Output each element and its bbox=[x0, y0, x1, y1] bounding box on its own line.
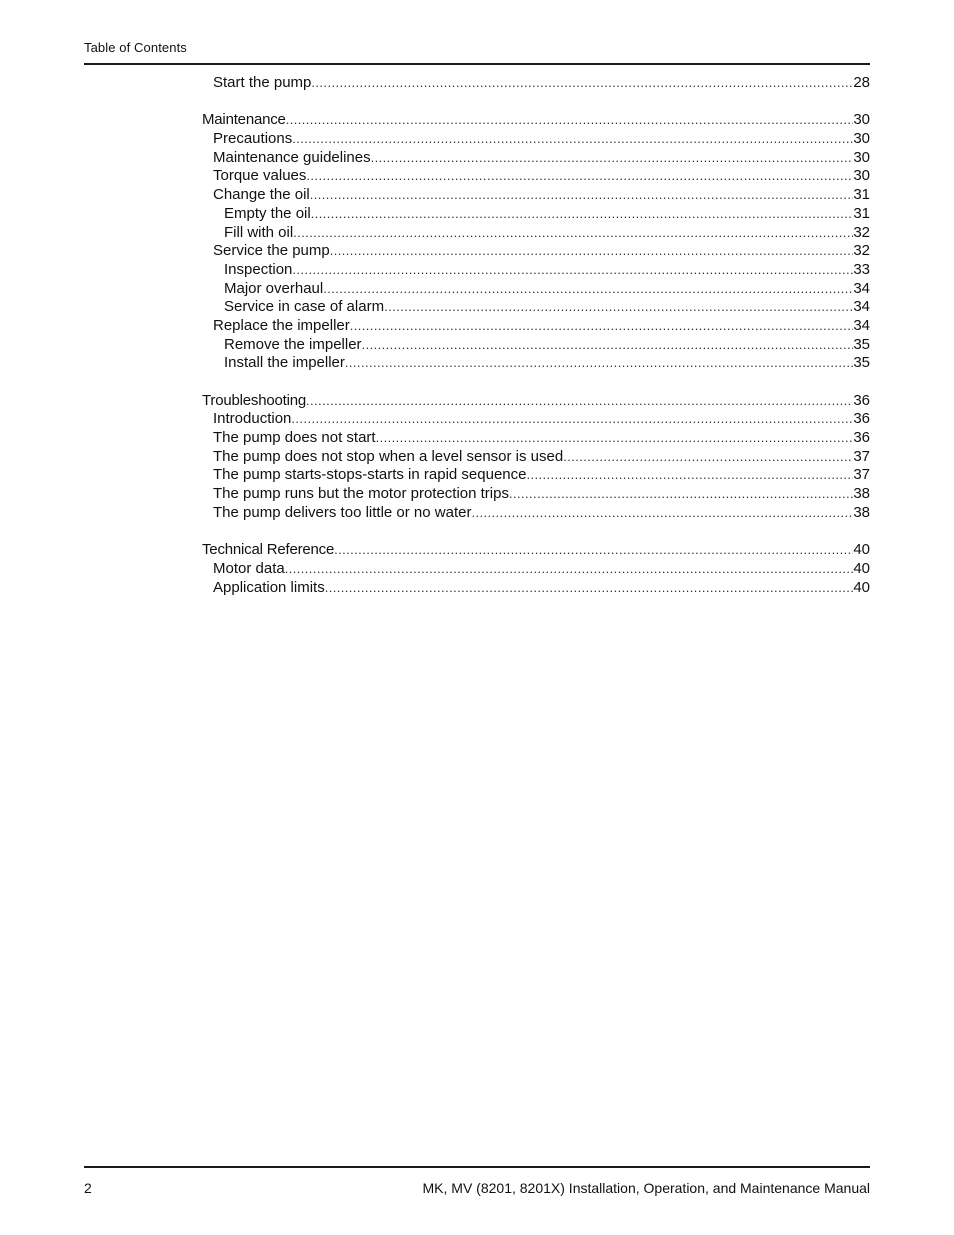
dot-leader bbox=[350, 317, 854, 336]
toc-entry-title: The pump starts-stops-starts in rapid sequence bbox=[213, 466, 527, 484]
toc-entry[interactable] bbox=[202, 504, 870, 523]
toc-entry-title: Motor data bbox=[213, 559, 285, 577]
table-of-contents bbox=[202, 74, 870, 597]
toc-entry[interactable] bbox=[202, 224, 870, 243]
toc-entry-page: 37 bbox=[853, 447, 870, 465]
toc-entry-page: 34 bbox=[853, 279, 870, 297]
toc-entry-title: Application limits bbox=[213, 578, 325, 596]
dot-leader bbox=[345, 354, 853, 373]
toc-entry-title: The pump delivers too little or no water bbox=[213, 503, 472, 521]
toc-entry-title: Technical Reference bbox=[202, 541, 335, 559]
toc-entry-title: Install the impeller bbox=[224, 354, 345, 372]
toc-entry-page: 38 bbox=[853, 485, 870, 503]
toc-entry[interactable] bbox=[202, 466, 870, 485]
toc-section bbox=[202, 392, 870, 523]
dot-leader bbox=[323, 280, 853, 299]
toc-section bbox=[202, 541, 870, 597]
toc-entry-page: 40 bbox=[853, 541, 870, 559]
dot-leader bbox=[306, 167, 853, 186]
toc-entry-page: 40 bbox=[853, 559, 870, 577]
toc-entry-title: Inspection bbox=[224, 260, 293, 278]
toc-entry[interactable] bbox=[202, 205, 870, 224]
dot-leader bbox=[563, 448, 853, 467]
toc-entry-page: 35 bbox=[853, 335, 870, 353]
dot-leader bbox=[292, 261, 853, 280]
toc-section bbox=[202, 111, 870, 373]
toc-entry[interactable] bbox=[202, 242, 870, 261]
page-number: 2 bbox=[84, 1180, 92, 1196]
toc-entry-page: 32 bbox=[853, 223, 870, 241]
dot-leader bbox=[371, 149, 854, 168]
toc-entry[interactable] bbox=[202, 186, 870, 205]
dot-leader bbox=[384, 298, 853, 317]
toc-entry[interactable] bbox=[202, 354, 870, 373]
toc-entry-title: Maintenance bbox=[202, 111, 286, 129]
toc-entry-title: Service in case of alarm bbox=[224, 298, 385, 316]
toc-entry[interactable] bbox=[202, 317, 870, 336]
toc-entry-page: 31 bbox=[853, 204, 870, 222]
toc-entry-title: Torque values bbox=[213, 167, 307, 185]
toc-entry-page: 31 bbox=[853, 186, 870, 204]
toc-entry-title: Introduction bbox=[213, 410, 292, 428]
header-rule bbox=[84, 63, 870, 65]
dot-leader bbox=[286, 111, 854, 130]
toc-entry[interactable] bbox=[202, 579, 870, 598]
dot-leader bbox=[292, 130, 853, 149]
dot-leader bbox=[306, 392, 853, 411]
toc-entry-page: 30 bbox=[853, 148, 870, 166]
dot-leader bbox=[509, 485, 853, 504]
toc-entry[interactable] bbox=[202, 429, 870, 448]
toc-entry-page: 28 bbox=[853, 74, 870, 91]
toc-entry[interactable] bbox=[202, 167, 870, 186]
dot-leader bbox=[362, 336, 854, 355]
dot-leader bbox=[471, 504, 853, 523]
toc-entry-title: Maintenance guidelines bbox=[213, 148, 371, 166]
toc-entry-page: 32 bbox=[853, 242, 870, 260]
running-header: Table of Contents bbox=[84, 40, 187, 55]
toc-entry-page: 38 bbox=[853, 503, 870, 521]
toc-section bbox=[202, 74, 870, 93]
toc-section-heading[interactable] bbox=[202, 541, 870, 560]
dot-leader bbox=[291, 410, 853, 429]
toc-entry[interactable] bbox=[202, 149, 870, 168]
toc-entry-page: 33 bbox=[853, 260, 870, 278]
toc-entry-title: Change the oil bbox=[213, 186, 310, 204]
toc-section-heading[interactable] bbox=[202, 111, 870, 130]
dot-leader bbox=[376, 429, 854, 448]
toc-entry[interactable] bbox=[202, 560, 870, 579]
toc-entry[interactable] bbox=[202, 448, 870, 467]
toc-entry-title: The pump does not stop when a level sensor is used bbox=[213, 447, 564, 465]
toc-entry-title: The pump does not start bbox=[213, 429, 376, 447]
dot-leader bbox=[285, 560, 854, 579]
document-title: MK, MV (8201, 8201X) Installation, Operation, and Maintenance Manual bbox=[422, 1180, 870, 1196]
dot-leader bbox=[311, 205, 854, 224]
dot-leader bbox=[311, 74, 853, 93]
toc-entry-title: Major overhaul bbox=[224, 279, 324, 297]
toc-entry-page: 35 bbox=[853, 354, 870, 372]
toc-entry-title: Troubleshooting bbox=[202, 391, 307, 409]
toc-entry-page: 36 bbox=[853, 391, 870, 409]
toc-entry[interactable] bbox=[202, 410, 870, 429]
toc-entry-page: 34 bbox=[853, 298, 870, 316]
toc-entry-title: Start the pump bbox=[213, 74, 312, 91]
toc-entry-title: Empty the oil bbox=[224, 204, 311, 222]
toc-entry-title: Service the pump bbox=[213, 242, 330, 260]
toc-entry[interactable] bbox=[202, 130, 870, 149]
toc-entry-page: 37 bbox=[853, 466, 870, 484]
dot-leader bbox=[310, 186, 854, 205]
dot-leader bbox=[330, 242, 854, 261]
toc-entry-title: Fill with oil bbox=[224, 223, 294, 241]
toc-entry[interactable] bbox=[202, 74, 870, 93]
toc-entry-page: 40 bbox=[853, 578, 870, 596]
toc-entry-title: Remove the impeller bbox=[224, 335, 362, 353]
toc-entry[interactable] bbox=[202, 485, 870, 504]
toc-entry-title: Precautions bbox=[213, 130, 293, 148]
toc-entry-title: The pump runs but the motor protection trips bbox=[213, 485, 509, 503]
toc-entry-page: 36 bbox=[853, 410, 870, 428]
dot-leader bbox=[334, 541, 853, 560]
toc-entry-title: Replace the impeller bbox=[213, 316, 350, 334]
toc-entry-page: 30 bbox=[853, 130, 870, 148]
toc-entry-page: 30 bbox=[853, 167, 870, 185]
toc-entry-page: 30 bbox=[853, 111, 870, 129]
toc-entry-page: 36 bbox=[853, 429, 870, 447]
toc-entry[interactable] bbox=[202, 298, 870, 317]
toc-entry[interactable] bbox=[202, 261, 870, 280]
dot-leader bbox=[325, 579, 854, 598]
toc-entry[interactable] bbox=[202, 336, 870, 355]
toc-entry-page: 34 bbox=[853, 316, 870, 334]
dot-leader bbox=[526, 466, 853, 485]
footer-rule bbox=[84, 1166, 870, 1168]
toc-section-heading[interactable] bbox=[202, 392, 870, 411]
dot-leader bbox=[293, 224, 853, 243]
toc-entry[interactable] bbox=[202, 280, 870, 299]
